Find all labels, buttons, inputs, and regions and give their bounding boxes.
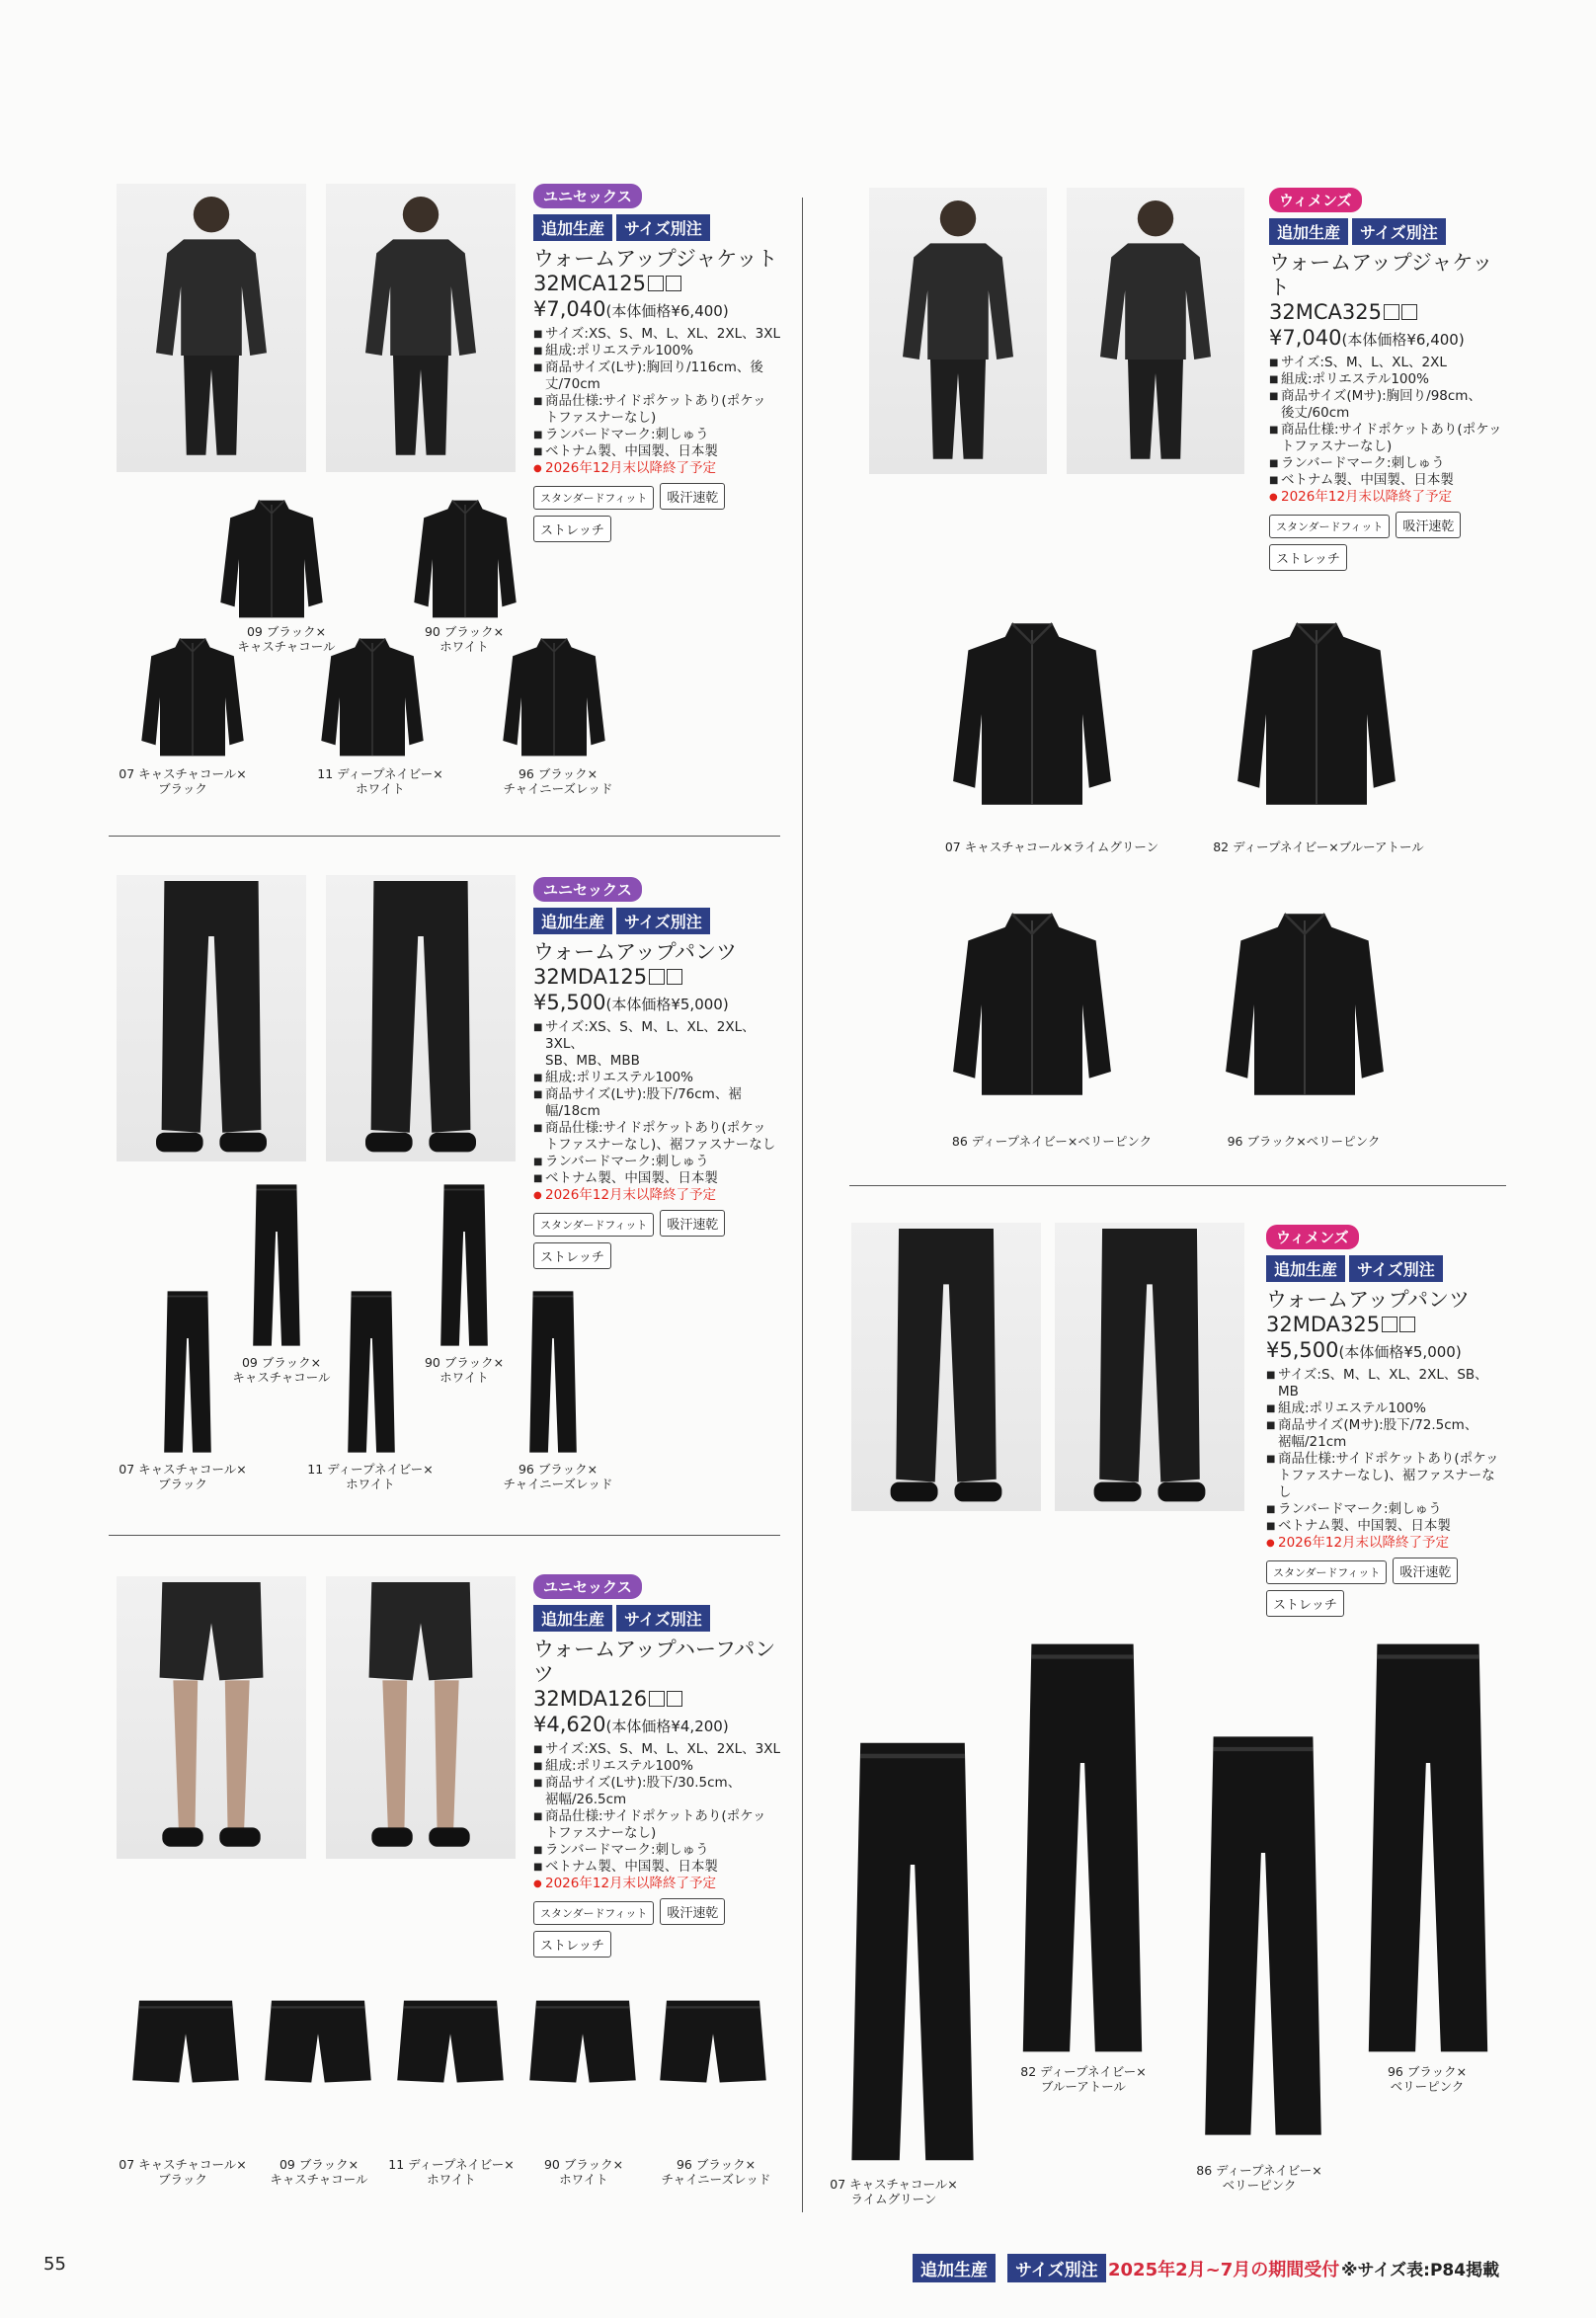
pants-11 — [342, 1288, 401, 1456]
additional-production-tag: 追加生産 — [533, 908, 612, 934]
gender-badge: ユニセックス — [533, 877, 642, 902]
spec-item: ■ 商品仕様:サイドポケットあり(ポケッ — [533, 393, 790, 410]
spec-item: ■ サイズ:S、M、L、XL、2XL — [1269, 355, 1506, 371]
spec-item: ■ 商品仕様:サイドポケットあり(ポケッ — [1269, 422, 1506, 439]
column-divider — [802, 198, 803, 2212]
color-label: 09 ブラック× キャスチャコール — [232, 1355, 331, 1385]
spec-item: ■ 組成:ポリエステル100% — [533, 343, 790, 360]
color-label: 86 ディープネイビー×ベリーピンク — [951, 1134, 1153, 1149]
product-name: ウォームアップジャケット — [533, 247, 778, 271]
feature-badge: 吸汗速乾 — [1396, 512, 1461, 538]
feature-badge: ストレッチ — [1266, 1590, 1344, 1617]
color-label: 07 キャスチャコール× ブラック — [119, 2157, 247, 2187]
spec-item: ■ ベトナム製、中国製、日本製 — [533, 1170, 790, 1187]
code-box — [667, 969, 682, 985]
additional-production-tag: 追加生産 — [533, 1605, 612, 1632]
color-label: 96 ブラック× チャイニーズレッド — [661, 2157, 771, 2187]
jacket-90 — [411, 494, 519, 624]
spec-item: トファスナーなし) — [545, 1825, 657, 1841]
code-box — [1384, 304, 1399, 320]
spec-item: ■ 組成:ポリエステル100% — [1266, 1400, 1503, 1417]
spec-item: トファスナーなし)、裾ファスナーなし — [1278, 1468, 1495, 1500]
color-label: 07 キャスチャコール× ブラック — [119, 1462, 247, 1491]
model-photo-front — [117, 184, 306, 472]
shorts-09 — [263, 1995, 373, 2086]
color-label: 11 ディープネイビー× ホワイト — [307, 1462, 434, 1491]
model-photo-back — [326, 184, 516, 472]
product-info — [1266, 1225, 1503, 1617]
section-divider — [109, 1535, 780, 1536]
price: ¥5,500 — [533, 991, 606, 1014]
spec-item: ■ 商品サイズ(Lサ):股下/76cm、裾幅/18cm — [533, 1086, 790, 1120]
feature-badge: スタンダードフィット — [533, 1213, 654, 1237]
color-label: 96 ブラック× チャイニーズレッド — [503, 766, 613, 796]
color-label: 07 キャスチャコール× ライムグリーン — [830, 2177, 958, 2206]
price-note: (本体価格¥5,000) — [1338, 1343, 1462, 1361]
feature-badge: スタンダードフィット — [533, 486, 654, 510]
code-box — [1382, 1317, 1397, 1332]
feature-badge: ストレッチ — [533, 1242, 611, 1269]
code-box — [666, 276, 681, 291]
product-code: 32MCA325 — [1269, 300, 1382, 324]
footer-additional-tag: 追加生産 — [913, 2254, 996, 2282]
jacket-11 — [318, 632, 427, 762]
price: ¥4,620 — [533, 1713, 606, 1736]
womens-jacket-82 — [1233, 591, 1400, 838]
model-photo-front — [117, 875, 306, 1161]
gender-badge: ユニセックス — [533, 1574, 642, 1599]
pants-96 — [523, 1288, 583, 1456]
feature-badge: 吸汗速乾 — [660, 1210, 725, 1237]
color-label: 09 ブラック× キャスチャコール — [237, 624, 336, 654]
feature-badge: ストレッチ — [1269, 544, 1347, 571]
price-note: (本体価格¥6,400) — [1341, 331, 1465, 349]
code-box — [667, 1691, 682, 1707]
product-code: 32MDA126 — [533, 1687, 648, 1711]
spec-item: ■ 商品サイズ(Mサ):股下/72.5cm、 — [1266, 1417, 1503, 1434]
color-label: 90 ブラック× ホワイト — [543, 2157, 624, 2187]
price-note: (本体価格¥6,400) — [605, 302, 729, 320]
spec-item: ■ 組成:ポリエステル100% — [533, 1070, 790, 1086]
womens-jacket-07 — [948, 591, 1116, 838]
end-note: ● 2026年12月末以降終了予定 — [1266, 1535, 1503, 1552]
shorts-96 — [658, 1995, 768, 2086]
womens-pants-07 — [847, 1734, 978, 2169]
spec-item: ■ 商品サイズ(Mサ):胸回り/98cm、 — [1269, 388, 1506, 405]
feature-badge: 吸汗速乾 — [1393, 1558, 1458, 1584]
code-box — [648, 276, 664, 291]
spec-item: 裾幅/26.5cm — [545, 1792, 627, 1807]
spec-item: ■ 商品仕様:サイドポケットあり(ポケッ — [533, 1808, 790, 1825]
spec-list — [533, 1741, 790, 1892]
spec-item: ■ ランバードマーク:刺しゅう — [1266, 1501, 1503, 1518]
shorts-11 — [395, 1995, 506, 2086]
size-order-tag: サイズ別注 — [1352, 218, 1446, 245]
jacket-96 — [500, 632, 608, 762]
additional-production-tag: 追加生産 — [533, 214, 612, 241]
spec-item: ■ ベトナム製、中国製、日本製 — [533, 1859, 790, 1876]
pants-09 — [247, 1181, 306, 1349]
price: ¥7,040 — [1269, 326, 1342, 350]
model-photo-front — [869, 188, 1047, 474]
gender-badge: ウィメンズ — [1269, 188, 1362, 212]
footer-period: 2025年2月~7月の期間受付 — [1108, 2260, 1340, 2280]
spec-item: 裾幅/21cm — [1278, 1434, 1347, 1450]
color-label: 96 ブラック× チャイニーズレッド — [503, 1462, 613, 1491]
color-label: 96 ブラック×ベリーピンク — [1227, 1134, 1381, 1149]
product-info — [1269, 188, 1506, 571]
spec-item: ■ 商品仕様:サイドポケットあり(ポケッ — [533, 1120, 790, 1137]
product-code: 32MDA325 — [1266, 1313, 1381, 1336]
code-box — [649, 969, 665, 985]
spec-item: ■ ベトナム製、中国製、日本製 — [1269, 472, 1506, 489]
spec-item: トファスナーなし)、裾ファスナーなし — [545, 1137, 776, 1153]
model-photo-back — [326, 1576, 516, 1859]
spec-item: ■ ランバードマーク:刺しゅう — [1269, 455, 1506, 472]
product-code: 32MCA125 — [533, 272, 646, 295]
spec-item: ■ 組成:ポリエステル100% — [533, 1758, 790, 1775]
spec-list — [1266, 1367, 1503, 1552]
end-note: ● 2026年12月末以降終了予定 — [533, 1876, 790, 1892]
womens-pants-82 — [1017, 1636, 1148, 2060]
end-note: ● 2026年12月末以降終了予定 — [533, 460, 790, 477]
product-code: 32MDA125 — [533, 965, 648, 989]
color-label: 07 キャスチャコール× ブラック — [119, 766, 247, 796]
spec-item: ■ ベトナム製、中国製、日本製 — [1266, 1518, 1503, 1535]
feature-badge: スタンダードフィット — [1266, 1560, 1387, 1584]
footer-size-tag: サイズ別注 — [1007, 2254, 1106, 2282]
spec-item: ■ ランバードマーク:刺しゅう — [533, 427, 790, 443]
shorts-07 — [130, 1995, 241, 2086]
spec-item: 後丈/60cm — [1281, 405, 1350, 421]
jacket-07 — [138, 632, 247, 762]
shorts-90 — [527, 1995, 638, 2086]
footer-size-note: ※サイズ表:P84掲載 — [1341, 2261, 1500, 2280]
spec-item: ■ サイズ:XS、S、M、L、XL、2XL、3XL — [533, 1741, 790, 1758]
model-photo-front — [117, 1576, 306, 1859]
spec-item: ■ 組成:ポリエステル100% — [1269, 371, 1506, 388]
feature-badge: スタンダードフィット — [1269, 515, 1390, 538]
feature-badge: 吸汗速乾 — [660, 1898, 725, 1925]
color-label: 07 キャスチャコール×ライムグリーン — [944, 839, 1159, 854]
feature-badge: ストレッチ — [533, 516, 611, 542]
spec-item: ■ ベトナム製、中国製、日本製 — [533, 443, 790, 460]
model-photo-front — [851, 1223, 1041, 1511]
spec-item: ■ ランバードマーク:刺しゅう — [533, 1154, 790, 1170]
product-info — [533, 877, 790, 1269]
spec-item: SB、MB、MBB — [545, 1053, 640, 1069]
price: ¥7,040 — [533, 297, 606, 321]
gender-badge: ウィメンズ — [1266, 1225, 1359, 1249]
price-note: (本体価格¥5,000) — [605, 996, 729, 1013]
price: ¥5,500 — [1266, 1338, 1339, 1362]
size-order-tag: サイズ別注 — [616, 908, 710, 934]
product-name: ウォームアップパンツ — [1266, 1288, 1471, 1312]
end-note: ● 2026年12月末以降終了予定 — [533, 1187, 790, 1204]
feature-badge: スタンダードフィット — [533, 1901, 654, 1925]
page-number: 55 — [43, 2254, 66, 2275]
size-order-tag: サイズ別注 — [616, 214, 710, 241]
spec-item: ■ 商品サイズ(Lサ):胸回り/116cm、後丈/70cm — [533, 360, 790, 393]
jacket-09 — [217, 494, 326, 624]
section-divider — [849, 1185, 1506, 1186]
end-note: ● 2026年12月末以降終了予定 — [1269, 489, 1506, 506]
color-label: 86 ディープネイビー× ベリーピンク — [1196, 2163, 1322, 2193]
spec-list — [533, 1019, 790, 1204]
color-label: 09 ブラック× キャスチャコール — [270, 2157, 368, 2187]
womens-pants-96 — [1363, 1636, 1493, 2060]
feature-badge: 吸汗速乾 — [660, 483, 725, 510]
product-name: ウォームアップジャケット — [1269, 251, 1493, 299]
pants-07 — [158, 1288, 217, 1456]
product-info — [533, 1574, 790, 1958]
spec-item: ■ ランバードマーク:刺しゅう — [533, 1842, 790, 1859]
spec-item: ■ サイズ:S、M、L、XL、2XL、SB、MB — [1266, 1367, 1503, 1400]
womens-jacket-96 — [1221, 885, 1389, 1124]
spec-item: ■ サイズ:XS、S、M、L、XL、2XL、3XL、 — [533, 1019, 790, 1053]
spec-item: ■ サイズ:XS、S、M、L、XL、2XL、3XL — [533, 326, 790, 343]
womens-pants-86 — [1199, 1728, 1327, 2143]
spec-item: ■ 商品サイズ(Lサ):股下/30.5cm、 — [533, 1775, 790, 1792]
code-box — [1401, 304, 1417, 320]
pants-90 — [435, 1181, 494, 1349]
feature-badge: ストレッチ — [533, 1931, 611, 1958]
product-name: ウォームアップパンツ — [533, 940, 738, 964]
spec-list — [1269, 355, 1506, 506]
color-label: 11 ディープネイビー× ホワイト — [388, 2157, 515, 2187]
size-order-tag: サイズ別注 — [1349, 1255, 1443, 1282]
spec-item: トファスナーなし) — [545, 410, 657, 426]
price-note: (本体価格¥4,200) — [605, 1718, 729, 1735]
code-box — [649, 1691, 665, 1707]
spec-item: ■ 商品仕様:サイドポケットあり(ポケッ — [1266, 1451, 1503, 1468]
product-name: ウォームアップハーフパンツ — [533, 1638, 776, 1686]
additional-production-tag: 追加生産 — [1269, 218, 1348, 245]
additional-production-tag: 追加生産 — [1266, 1255, 1345, 1282]
code-box — [1399, 1317, 1415, 1332]
model-photo-back — [326, 875, 516, 1161]
model-photo-back — [1067, 188, 1244, 474]
womens-jacket-86 — [948, 885, 1116, 1124]
gender-badge: ユニセックス — [533, 184, 642, 208]
product-info — [533, 184, 790, 542]
size-order-tag: サイズ別注 — [616, 1605, 710, 1632]
model-photo-back — [1055, 1223, 1244, 1511]
spec-list — [533, 326, 790, 477]
color-label: 90 ブラック× ホワイト — [424, 1355, 505, 1385]
color-label: 90 ブラック× ホワイト — [424, 624, 505, 654]
color-label: 82 ディープネイビー× ブルーアトール — [1020, 2064, 1147, 2094]
spec-item: トファスナーなし) — [1281, 439, 1393, 454]
color-label: 11 ディープネイビー× ホワイト — [317, 766, 443, 796]
color-label: 82 ディープネイビー×ブルーアトール — [1213, 839, 1424, 854]
section-divider — [109, 836, 780, 837]
color-label: 96 ブラック× ベリーピンク — [1387, 2064, 1468, 2094]
